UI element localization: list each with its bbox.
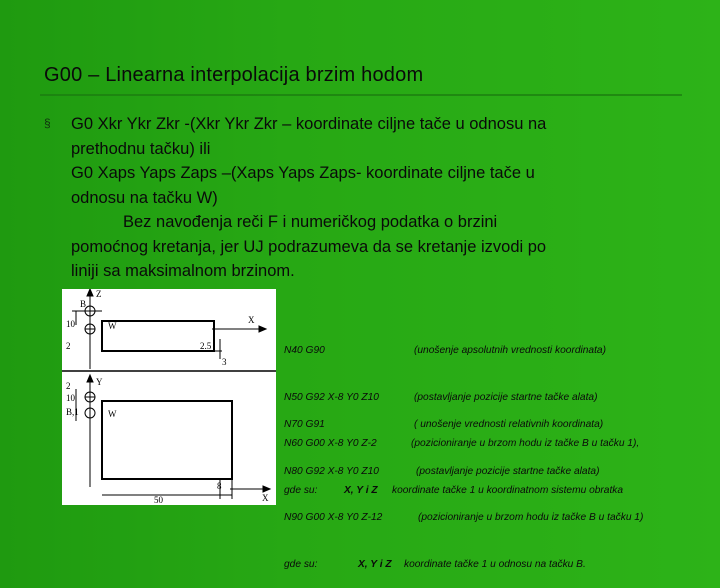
code-keys: X, Y i Z [358, 558, 392, 570]
code-line [284, 417, 604, 433]
code-comment: koordinate tačke 1 u odnosu na tačku B. [404, 558, 586, 570]
code-command: N90 G00 X-8 Y0 Z-12 [284, 512, 383, 523]
side-view-drawing [62, 289, 276, 371]
code-command: N60 G00 X-8 Y0 Z-2 [284, 438, 377, 449]
paragraph-line: G0 Xaps Yaps Zaps –(Xaps Yaps Zaps- koordinate ciljne tače u [71, 164, 535, 182]
code-keys: X, Y i Z [344, 484, 378, 496]
code-command: gde su: [284, 484, 318, 496]
x2-axis-arrow [263, 486, 270, 492]
code-command: gde su: [284, 558, 318, 570]
paragraph-line: liniji sa maksimalnom brzinom. [71, 262, 295, 280]
code-comment: (unošenje apsolutnih vrednosti koordinata) [414, 345, 606, 356]
paragraph-line: G0 Xkr Ykr Zkr -(Xkr Ykr Zkr – koordinate ciljne tače u odnosu na [71, 115, 547, 133]
code-command: N70 G91 [284, 419, 325, 430]
label-dim-2-5: 2.5 [200, 341, 212, 351]
workpiece-top [102, 321, 214, 351]
label-dim-10b: 10 [66, 393, 75, 403]
label-y: Y [96, 377, 103, 387]
label-x: X [248, 315, 255, 325]
title-underline [40, 94, 682, 96]
paragraph-line: pomoćnog kretanja, jer UJ podrazumeva da se kretanje izvodi po [71, 237, 547, 256]
bullet-paragraph [71, 112, 691, 284]
label-dim-8: 8 [217, 481, 222, 491]
paragraph-line: prethodnu tačku) ili [71, 139, 211, 158]
label-b1: B,1 [66, 407, 79, 417]
y-axis-arrow [87, 375, 93, 382]
code-comment: (postavljanje pozicije startne tačke alata) [416, 465, 600, 477]
code-command: N80 G92 X-8 Y0 Z10 [284, 465, 379, 477]
machining-diagram [62, 289, 276, 505]
code-line [284, 557, 586, 573]
label-x2: X [262, 493, 269, 503]
slide-title: G00 – Linearna interpolacija brzim hodom [44, 64, 424, 86]
paragraph-line: Bez navođenja reči F i numeričkog podatka o brzini [123, 213, 498, 231]
label-dim-3: 3 [222, 357, 227, 367]
code-comment: koordinate tačke 1 u koordinatnom sistemu obratka [392, 484, 624, 496]
bullet-icon: § [44, 116, 51, 130]
z-axis-arrow [87, 289, 93, 296]
label-dim-2: 2 [66, 341, 71, 351]
code-command: N50 G92 X-8 Y0 Z10 [284, 391, 379, 403]
code-line [284, 464, 600, 480]
top-view-drawing [76, 375, 270, 499]
paragraph-line: odnosu na tačku W) [71, 188, 218, 207]
code-command: N40 G90 [284, 345, 325, 356]
label-dim-50: 50 [154, 495, 163, 505]
label-w: W [108, 321, 117, 331]
x-axis-arrow [259, 326, 266, 332]
label-w2: W [108, 409, 117, 419]
label-dim-2b: 2 [66, 381, 71, 391]
workpiece-plan [102, 401, 232, 479]
code-line [284, 510, 644, 526]
label-dim-10: 10 [66, 319, 75, 329]
code-comment: ( unošenje vrednosti relativnih koordinata) [414, 419, 604, 430]
code-comment: (pozicioniranje u brzom hodu iz tačke B u tačku 1), [411, 438, 640, 449]
code-line [284, 343, 606, 359]
label-b: B [80, 299, 87, 309]
code-comment: (pozicioniranje u brzom hodu iz tačke B u tačku 1) [418, 512, 644, 523]
code-comment: (postavljanje pozicije startne tačke alata) [414, 391, 598, 403]
label-z: Z [96, 289, 102, 299]
